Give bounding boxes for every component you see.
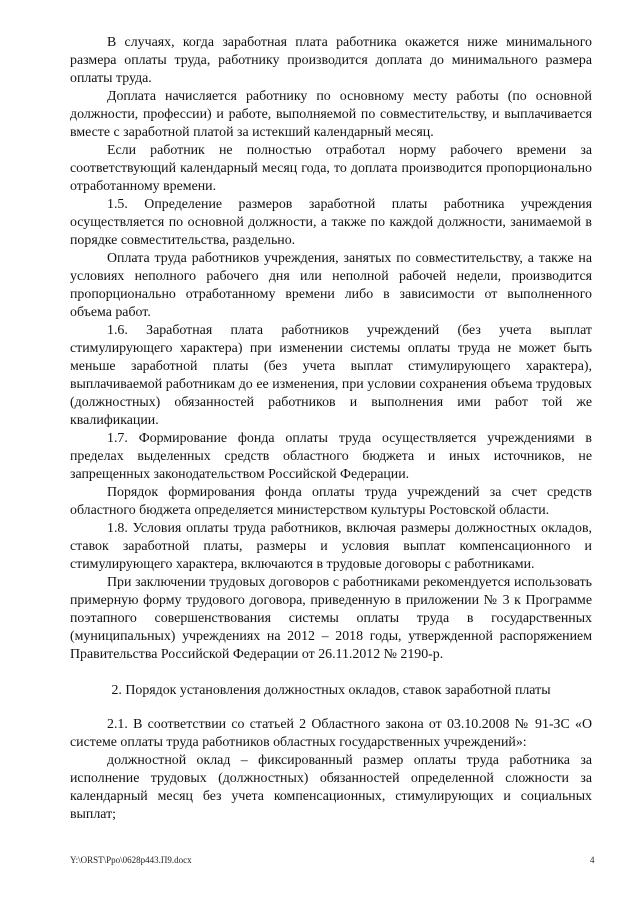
paragraph-1-5: 1.5. Определение размеров заработной платы работника учреждения осуществляется по основной должности, а также по каждой должности, занимаемой в порядке совместительства, раздельно. — [70, 197, 592, 248]
paragraph-minimum-wage: В случаях, когда заработная плата работника окажется ниже минимального размера оплаты труда, работнику производится доплата до минимального размера оплаты труда. — [70, 35, 592, 86]
paragraph-salary-definition: должностной оклад – фиксированный размер оплаты труда работника за исполнение трудовых (должностных) обязанностей определенной сложности за календарный месяц без учета компенсационных, стимулирующих и социальных выплат; — [70, 753, 592, 822]
document-body — [70, 34, 592, 824]
paragraph-surcharge-accrual: Доплата начисляется работнику по основному месту работы (по основной должности, профессии) и работе, выполняемой по совместительству, и выплачивается вместе с заработной платой за истекший календарный месяц. — [70, 89, 592, 140]
paragraph-part-time-pay: Оплата труда работников учреждения, занятых по совместительству, а также на условиях неполного рабочего дня или неполной рабочей недели, производится пропорционально отработанному времени либо в зависимости от выполненного объема работ. — [70, 251, 592, 320]
paragraph-1-7: 1.7. Формирование фонда оплаты труда осуществляется учреждениями в пределах выделенных средств областного бюджета и иных источников, не запрещенных законодательством Российской Федерации. — [70, 431, 592, 482]
paragraph-1-8: 1.8. Условия оплаты труда работников, включая размеры должностных окладов, ставок заработной платы, размеры и условия выплат компенсационного и стимулирующего характера, включаются в трудовые договоры с работниками. — [70, 521, 592, 572]
paragraph-partial-norm: Если работник не полностью отработал норму рабочего времени за соответствующий календарный месяц года, то доплата производится пропорционально отработанному времени. — [70, 143, 592, 194]
footer-file-path: Y:\ORST\Ppo\0628p443.П9.docx — [70, 855, 192, 865]
paragraph-2-1: 2.1. В соответствии со статьей 2 Областного закона от 03.10.2008 № 91-ЗС «О системе оплаты труда работников областных государственных учреждений»: — [70, 717, 592, 750]
section-heading: 2. Порядок установления должностных окладов, ставок заработной платы — [111, 683, 551, 698]
paragraph-fund-order: Порядок формирования фонда оплаты труда учреждений за счет средств областного бюджета определяется министерством культуры Ростовской области. — [70, 485, 592, 518]
paragraph-1-6: 1.6. Заработная плата работников учреждений (без учета выплат стимулирующего характера) при изменении системы оплаты труда не может быть меньше заработной платы (без учета выплат стимулирующего характера), выплачиваемой работникам до ее изменения, при условии сохранения объема трудовых (должностных) обязанностей работников и выполнения ими работ той же квалификации. — [70, 323, 592, 428]
paragraph-contract-form: При заключении трудовых договоров с работниками рекомендуется использовать примерную форму трудового договора, приведенную в приложении № 3 к Программе поэтапного совершенствования системы оплаты труда в государственных (муниципальных) учреждениях на 2012 – 2018 годы, утвержденной распоряжением Правительства Российской Федерации от 26.11.2012 № 2190-р. — [70, 575, 592, 662]
page-number: 4 — [590, 855, 595, 865]
